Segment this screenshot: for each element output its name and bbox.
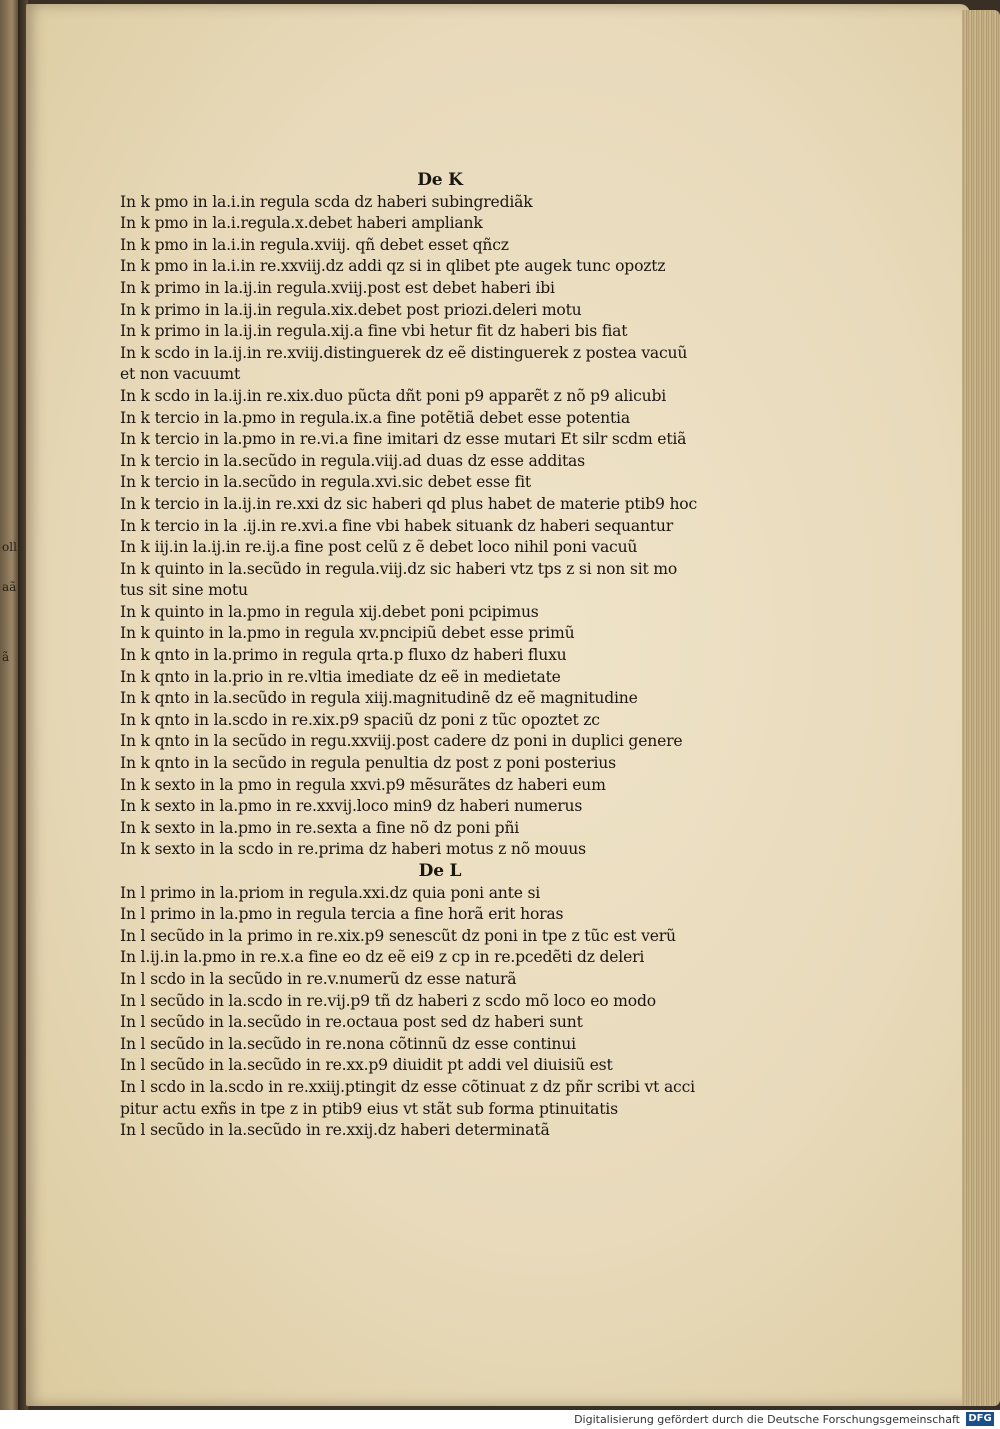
dfg-logo: DFG [966,1412,994,1426]
text-line: In k sexto in la scdo in re.prima dz haberi motus z nõ mouus [120,840,586,859]
text-line: In l primo in la.priom in regula.xxi.dz quia poni ante si [120,883,541,902]
text-line: pitur actu exñs in tpe z in ptib9 eius vt stãt sub forma ptinuitatis [120,1099,618,1118]
text-line: In k primo in la.ij.in regula.xij.a fine vbi hetur fit dz haberi bis fiat [120,322,628,341]
text-line: In k quinto in la.pmo in regula xv.pncipiũ debet esse primũ [120,624,575,643]
text-line: In k quinto in la.secũdo in regula.viij.dz sic haberi vtz tps z si non sit mo [120,559,678,578]
text-line: In k sexto in la pmo in regula xxvi.p9 mẽsurãtes dz haberi eum [120,775,606,794]
text-line: In l primo in la.pmo in regula tercia a fine horã erit horas [120,905,564,924]
section-heading-k: De K [417,170,463,190]
text-line: In l secũdo in la.scdo in re.vij.p9 tñ dz haberi z scdo mõ loco eo modo [120,991,656,1010]
section-l-lines [120,883,740,1142]
text-line: In l scdo in la.scdo in re.xxiij.ptingit dz esse cõtinuat z dz pñr scribi vt acci [120,1077,695,1096]
text-line: In k qnto in la.prio in re.vltia imediate dz eẽ in medietate [120,667,561,686]
left-page-edge [0,0,20,1410]
text-line: In k tercio in la .ij.in re.xvi.a fine vbi habek situank dz haberi sequantur [120,516,673,535]
text-line: In l secũdo in la.secũdo in re.xxij.dz haberi determinatã [120,1121,550,1140]
text-line: et non vacuumt [120,365,241,384]
text-line: In l secũdo in la.secũdo in re.nona cõtinnũ dz esse continui [120,1034,576,1053]
section-k-lines [120,192,740,861]
text-line: In k pmo in la.i.regula.x.debet haberi ampliank [120,214,483,233]
text-line: In k primo in la.ij.in regula.xix.debet post priozi.deleri motu [120,300,582,319]
text-line: In k qnto in la.scdo in re.xix.p9 spaciũ dz poni z tũc opoztet zc [120,710,600,729]
text-line: In k scdo in la.ij.in re.xix.duo pũcta dñt poni p9 apparẽt z nõ p9 alicubi [120,386,667,405]
text-line: tus sit sine motu [120,581,248,600]
text-line: In k qnto in la secũdo in regu.xxviij.post cadere dz poni in duplici genere [120,732,683,751]
text-line: In k sexto in la.pmo in re.xxvij.loco min9 dz haberi numerus [120,797,583,816]
text-line: In k pmo in la.i.in regula scda dz haberi subingrediãk [120,192,533,211]
text-line: In l secũdo in la.secũdo in re.xx.p9 diuidit pt addi vel diuisiũ est [120,1056,613,1075]
footer-credit: Digitalisierung gefördert durch die Deutsche Forschungsgemeinschaft [574,1413,960,1426]
text-line: In k scdo in la.ij.in re.xviij.distinguerek dz eẽ distinguerek z postea vacuũ [120,343,688,362]
text-line: In k qnto in la.secũdo in regula xiij.magnitudinẽ dz eẽ magnitudine [120,689,638,708]
text-line: In k tercio in la.pmo in re.vi.a fine imitari dz esse mutari Et silr scdm etiã [120,430,687,449]
text-line: In k tercio in la.secũdo in regula.viij.ad duas dz esse additas [120,451,585,470]
text-line: In l.ij.in la.pmo in re.x.a fine eo dz eẽ ei9 z cp in re.pcedẽti dz deleri [120,948,645,967]
text-line: In k sexto in la.pmo in re.sexta a fine nõ dz poni pñi [120,818,520,837]
text-line: In k quinto in la.pmo in regula xij.debet poni pcipimus [120,602,539,621]
left-page-fragment: aã [2,580,17,594]
footer [0,1410,1000,1429]
left-page-fragment: oll [2,540,17,554]
text-line: In k pmo in la.i.in regula.xviij. qñ debet esset qñcz [120,235,509,254]
section-heading-l: De L [418,861,462,881]
text-line: In k qnto in la secũdo in regula penultia dz post z poni posterius [120,754,616,773]
text-line: In l secũdo in la primo in re.xix.p9 senescũt dz poni in tpe z tũc est verũ [120,926,676,945]
errata-text [120,170,740,1142]
text-line: In k pmo in la.i.in re.xxviij.dz addi qz si in qlibet pte augek tunc opoztz [120,257,666,276]
text-line: In l secũdo in la.secũdo in re.octaua post sed dz haberi sunt [120,1013,583,1032]
left-page-fragment: ã [2,650,10,664]
text-line: In k tercio in la.ij.in re.xxi dz sic haberi qd plus habet de materie ptib9 hoc [120,494,698,513]
text-line: In k tercio in la.pmo in regula.ix.a fine potẽtiã debet esse potentia [120,408,630,427]
text-line: In k primo in la.ij.in regula.xviij.post est debet haberi ibi [120,278,555,297]
text-line: In k qnto in la.primo in regula qrta.p fluxo dz haberi fluxu [120,646,567,665]
text-line: In l scdo in la secũdo in re.v.numerũ dz esse naturã [120,969,517,988]
page-edges [962,10,1000,1406]
text-line: In k iij.in la.ij.in re.ij.a fine post celũ z ẽ debet loco nihil poni vacuũ [120,538,638,557]
text-line: In k tercio in la.secũdo in regula.xvi.sic debet esse fit [120,473,531,492]
